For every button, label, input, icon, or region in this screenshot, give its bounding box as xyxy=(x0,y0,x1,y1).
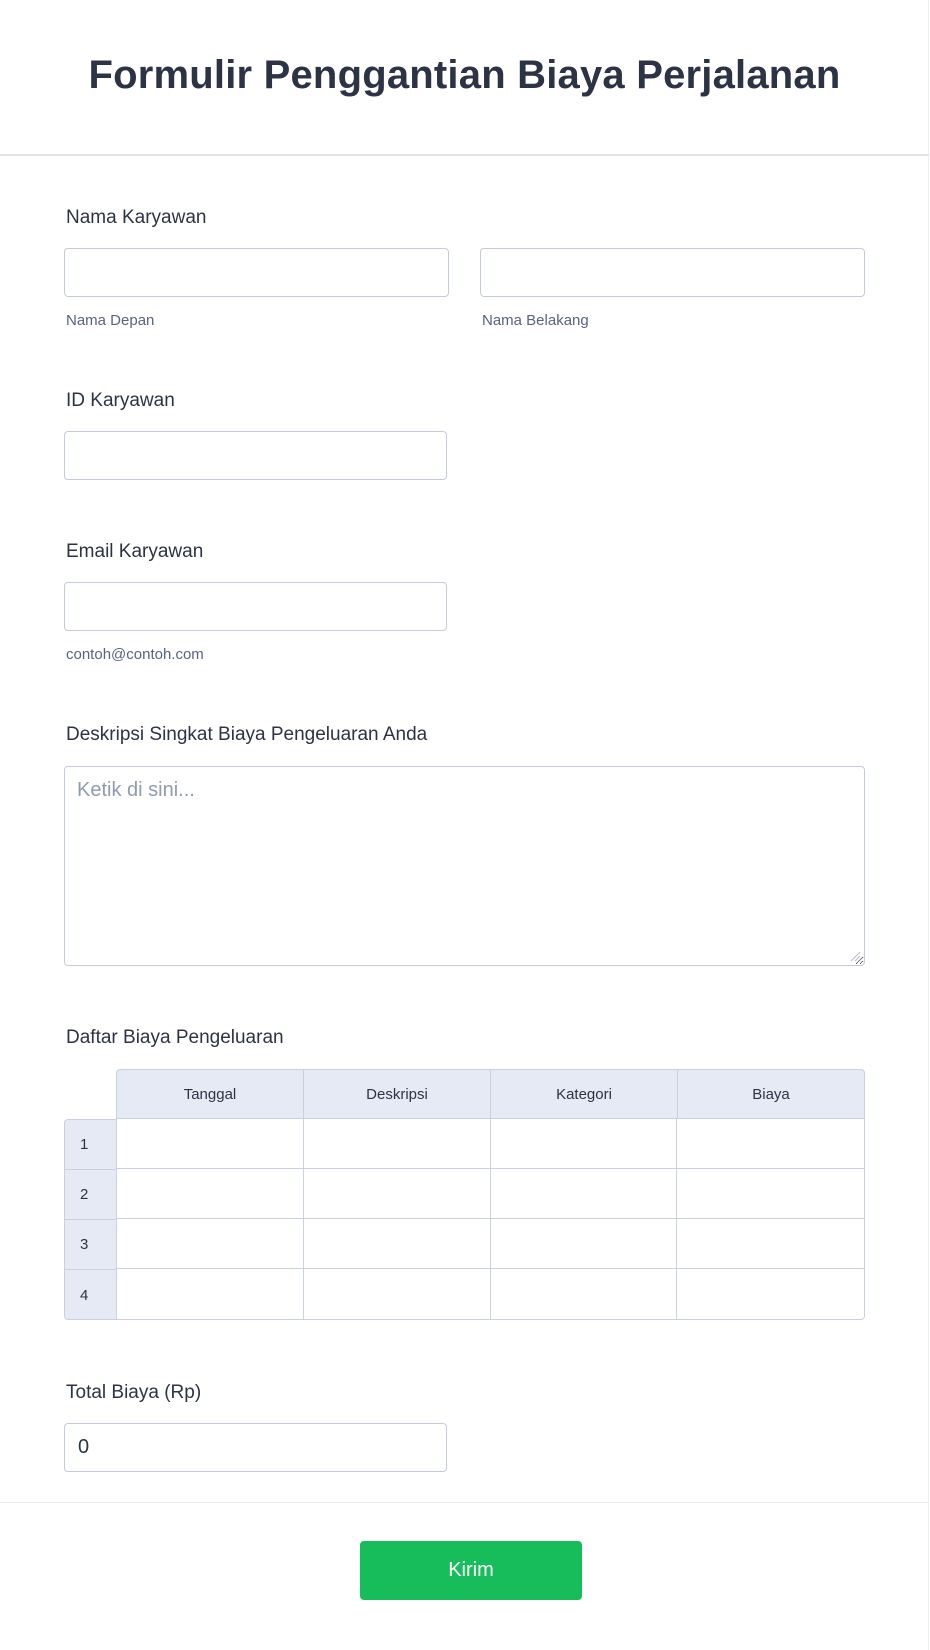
form-title: Formulir Penggantian Biaya Perjalanan xyxy=(88,52,841,97)
email-sublabel: contoh@contoh.com xyxy=(66,646,204,663)
expense-table-label: Daftar Biaya Pengeluaran xyxy=(66,1027,284,1048)
employee-id-input[interactable] xyxy=(64,431,447,480)
table-header-row xyxy=(116,1069,865,1119)
employee-id-label: ID Karyawan xyxy=(66,390,175,411)
table-cell-kategori[interactable] xyxy=(491,1119,678,1169)
total-input[interactable] xyxy=(64,1423,447,1472)
row-number: 3 xyxy=(65,1220,116,1270)
row-number: 2 xyxy=(65,1170,116,1220)
table-cell-deskripsi[interactable] xyxy=(304,1169,491,1219)
description-textarea[interactable] xyxy=(64,766,865,966)
first-name-input[interactable] xyxy=(64,248,449,297)
column-header-biaya: Biaya xyxy=(752,1085,790,1103)
table-cell-biaya[interactable] xyxy=(677,1169,864,1219)
table-cell-biaya[interactable] xyxy=(677,1119,864,1169)
employee-email-input[interactable] xyxy=(64,582,447,631)
resize-grip-icon[interactable] xyxy=(849,950,861,962)
table-cell-tanggal[interactable] xyxy=(117,1219,304,1269)
last-name-input[interactable] xyxy=(480,248,865,297)
table-cell-kategori[interactable] xyxy=(491,1169,678,1219)
table-cell-deskripsi[interactable] xyxy=(304,1119,491,1169)
first-name-sublabel: Nama Depan xyxy=(66,312,155,329)
column-header-kategori: Kategori xyxy=(491,1070,678,1118)
form-header xyxy=(0,0,929,156)
table-cell-tanggal[interactable] xyxy=(117,1169,304,1219)
submit-button[interactable]: Kirim xyxy=(360,1541,582,1600)
table-cell-tanggal[interactable] xyxy=(117,1269,304,1319)
table-cell-kategori[interactable] xyxy=(491,1269,678,1319)
row-number-column xyxy=(64,1119,116,1320)
employee-name-label: Nama Karyawan xyxy=(66,207,207,228)
row-number: 1 xyxy=(65,1120,116,1170)
table-cell-biaya[interactable] xyxy=(677,1219,864,1269)
column-header-tanggal: Tanggal xyxy=(117,1070,304,1118)
last-name-sublabel: Nama Belakang xyxy=(482,312,589,329)
footer-divider xyxy=(0,1502,929,1503)
table-cell-biaya[interactable] xyxy=(677,1269,864,1319)
expense-table xyxy=(64,1069,865,1320)
table-body xyxy=(116,1119,865,1320)
total-label: Total Biaya (Rp) xyxy=(66,1382,202,1403)
column-header-deskripsi: Deskripsi xyxy=(304,1070,491,1118)
employee-email-label: Email Karyawan xyxy=(66,541,204,562)
table-cell-kategori[interactable] xyxy=(491,1219,678,1269)
table-cell-tanggal[interactable] xyxy=(117,1119,304,1169)
table-cell-deskripsi[interactable] xyxy=(304,1269,491,1319)
row-number: 4 xyxy=(80,1286,89,1304)
table-cell-deskripsi[interactable] xyxy=(304,1219,491,1269)
description-label: Deskripsi Singkat Biaya Pengeluaran Anda xyxy=(66,724,428,745)
